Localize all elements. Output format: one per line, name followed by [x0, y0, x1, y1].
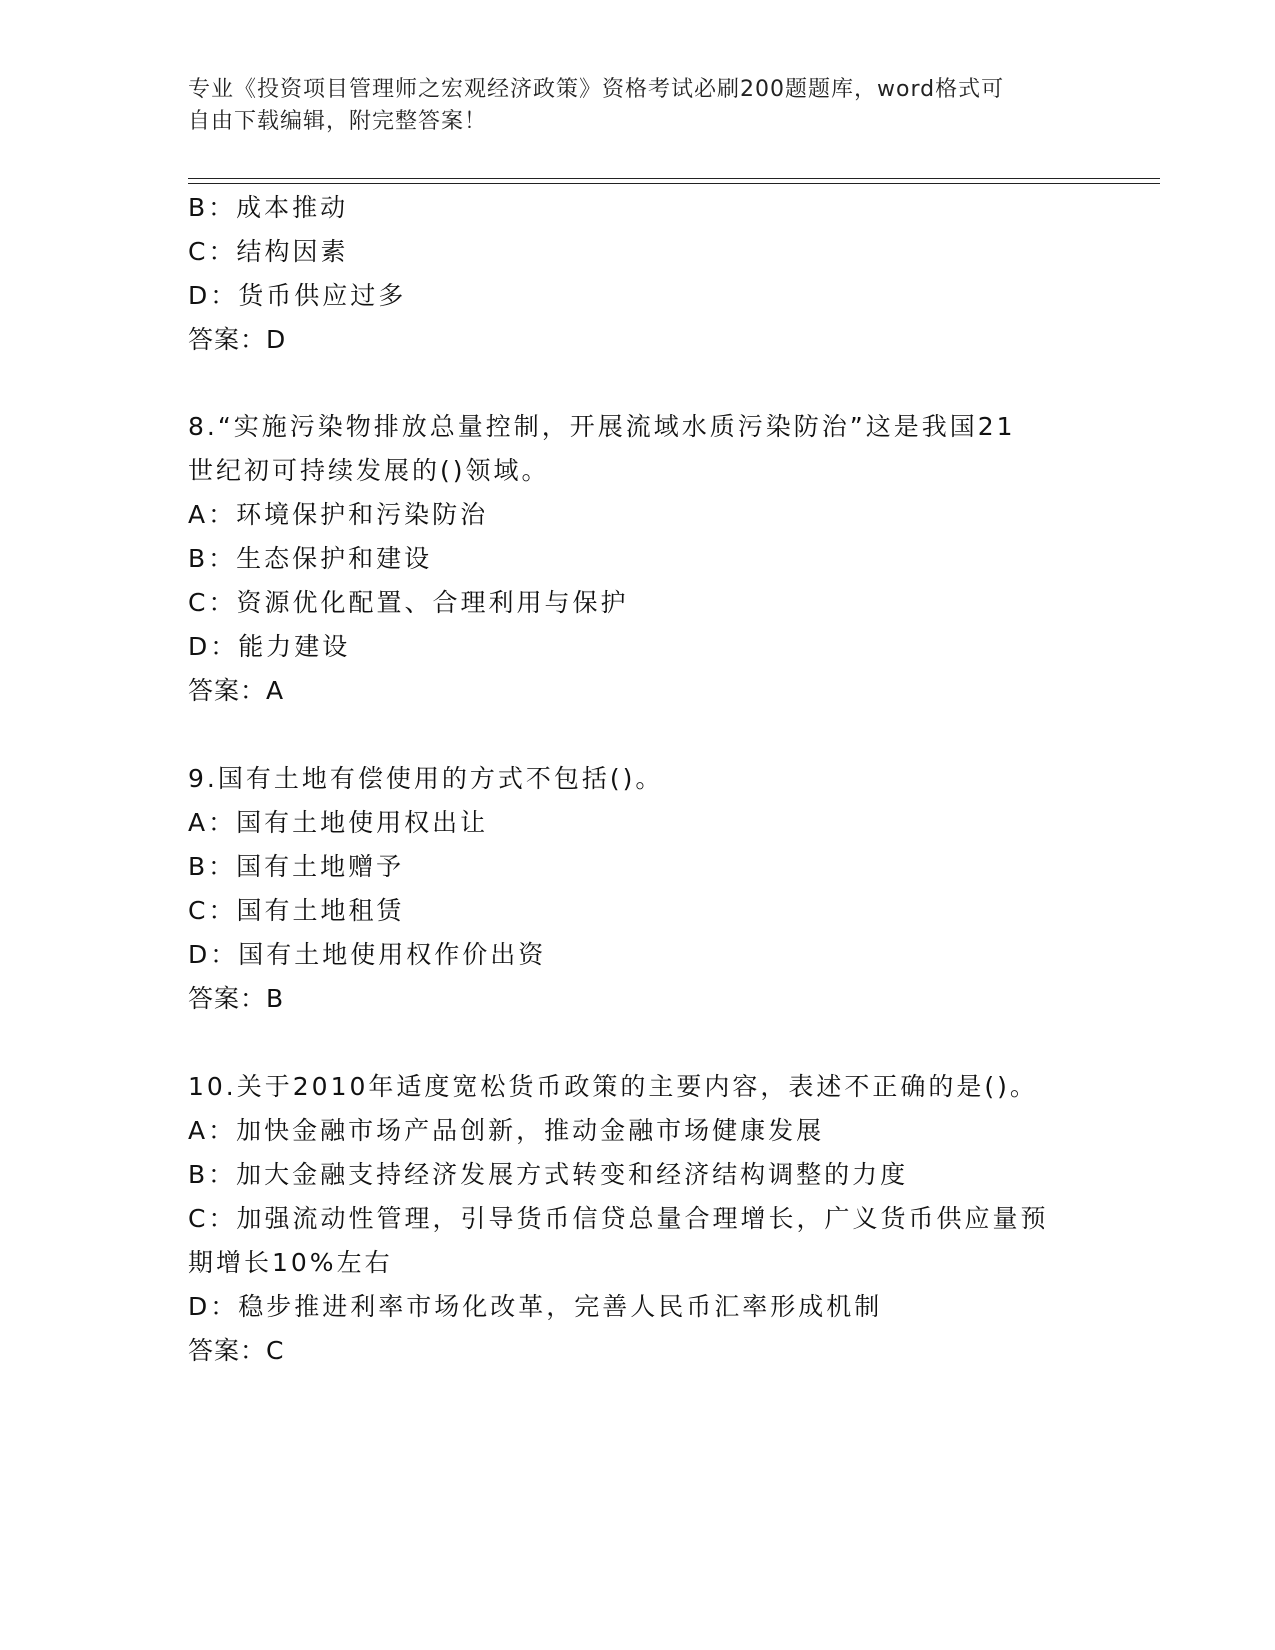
header-line-2: 自由下载编辑，附完整答案！ [188, 109, 488, 134]
q8-option-d: D：能力建设 [188, 632, 351, 661]
page-header [188, 74, 1068, 138]
q10-option-b: B：加大金融支持经济发展方式转变和经济结构调整的力度 [188, 1160, 909, 1189]
q10-option-c-line-1: C：加强流动性管理，引导货币信贷总量合理增长，广义货币供应量预 [188, 1204, 1049, 1233]
header-line-1: 专业《投资项目管理师之宏观经济政策》资格考试必刷200题题库，word格式可 [188, 77, 1005, 102]
q9-option-a: A：国有土地使用权出让 [188, 808, 489, 837]
q9-option-b: B：国有土地赠予 [188, 852, 405, 881]
q8-option-b: B：生态保护和建设 [188, 544, 433, 573]
header-rule-bottom [188, 183, 1160, 184]
q7-answer: 答案：D [188, 325, 287, 354]
q7-option-b: B：成本推动 [188, 193, 349, 222]
q8-stem-line-2: 世纪初可持续发展的()领域。 [188, 456, 550, 485]
q9-option-d: D：国有土地使用权作价出资 [188, 940, 547, 969]
q8-answer: 答案：A [188, 676, 285, 705]
q10-option-a: A：加快金融市场产品创新，推动金融市场健康发展 [188, 1116, 825, 1145]
q9-option-c: C：国有土地租赁 [188, 896, 405, 925]
q8-stem-line-1: 8.“实施污染物排放总量控制，开展流域水质污染防治”这是我国21 [188, 412, 1016, 441]
q10-answer: 答案：C [188, 1336, 285, 1365]
q9-stem: 9.国有土地有偿使用的方式不包括()。 [188, 764, 664, 793]
q7-option-c: C：结构因素 [188, 237, 349, 266]
q10-stem: 10.关于2010年适度宽松货币政策的主要内容，表述不正确的是()。 [188, 1072, 1038, 1101]
q7-option-d: D：货币供应过多 [188, 281, 407, 310]
q10-option-d: D：稳步推进利率市场化改革，完善人民币汇率形成机制 [188, 1292, 883, 1321]
q8-option-c: C：资源优化配置、合理利用与保护 [188, 588, 629, 617]
q8-option-a: A：环境保护和污染防治 [188, 500, 489, 529]
q10-option-c-line-2: 期增长10%左右 [188, 1248, 393, 1277]
q9-answer: 答案：B [188, 984, 285, 1013]
header-rule-top [188, 178, 1160, 179]
